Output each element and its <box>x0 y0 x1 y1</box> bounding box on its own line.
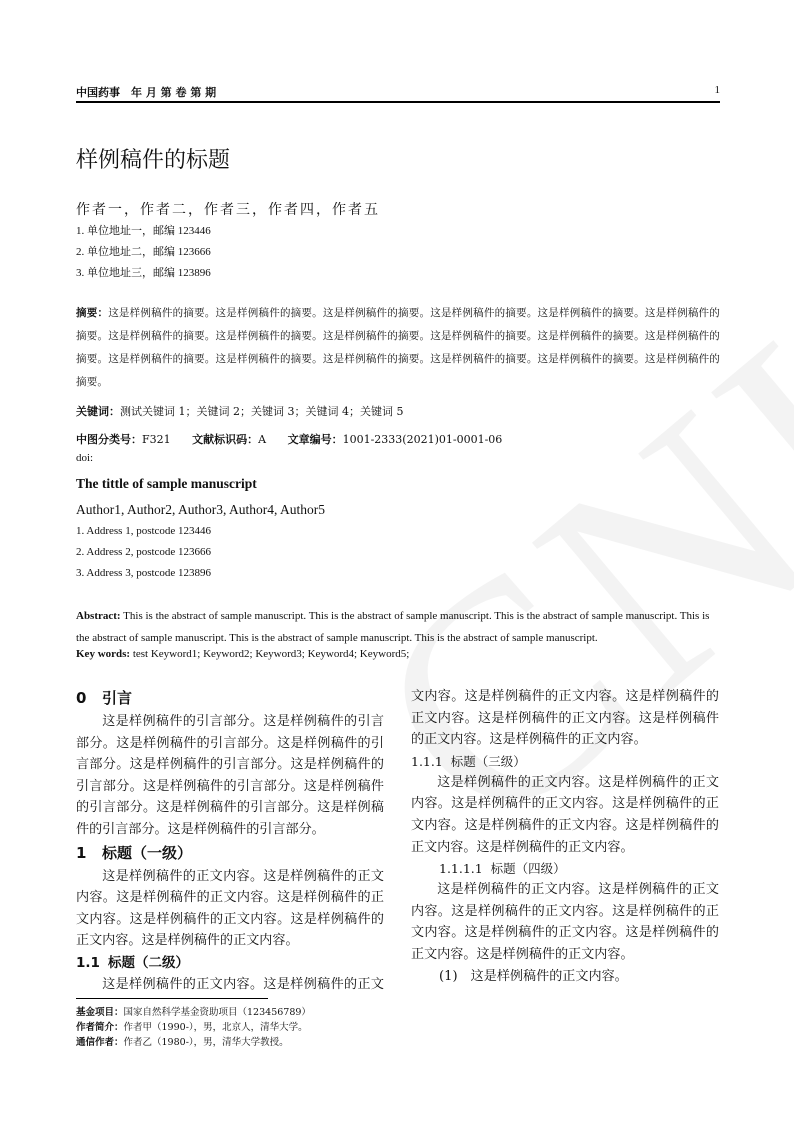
list-item: (1) 这是样例稿件的正文内容。 <box>439 968 628 984</box>
keywords-label: 关键词： <box>76 405 120 418</box>
english-abstract-text: This is the abstract of sample manuscript. This is the abstract of sample manuscript. This is the abstract of sample manuscript. This is the abstract of sample manuscript. This is the abstract of sample manuscript. This is the abstract of sample manuscript. <box>76 610 710 644</box>
english-address-line: 3. Address 3, postcode 123896 <box>76 567 212 579</box>
address-line: 3. 单位地址三，邮编 123896 <box>76 267 211 279</box>
paper-title: 样例稿件的标题 <box>76 148 231 173</box>
body-paragraph: 这是样例稿件的引言部分。这是样例稿件的引言部分。这是样例稿件的引言部分。这是样例稿件的引言部分。这是样例稿件的引言部分。这是样例稿件的引言部分。这是样例稿件的引言部分。这是样例稿件的引言部分。这是样例稿件的引言部分。这是样例稿件的引言部分。这是样例稿件的引言部分。 <box>76 714 384 837</box>
article-no-label: 文章编号： <box>287 433 343 446</box>
abstract-label: 摘要： <box>76 307 109 319</box>
subsection-number: 1.1 <box>76 954 100 971</box>
page-number: 1 <box>714 84 720 96</box>
english-abstract <box>76 605 720 649</box>
subsection-heading <box>76 952 384 974</box>
journal-name: 中国药事 年 月 第 卷 第 期 <box>76 86 217 99</box>
body-paragraph: 这是样例稿件的正文内容。这是样例稿件的正文 <box>102 976 384 992</box>
abstract-cn <box>76 302 720 394</box>
header-rule <box>76 101 720 103</box>
english-keywords-text: test Keyword1; Keyword2; Keyword3; Keyword4; Keyword5; <box>132 648 410 660</box>
subsection-title: 标题（二级） <box>108 954 189 971</box>
doc-code-value: A <box>258 433 267 446</box>
doc-code-label: 文献标识码： <box>192 433 259 446</box>
running-header <box>76 84 720 100</box>
section-number: 1 <box>76 843 87 862</box>
keywords-text: 测试关键词 1；关键词 2；关键词 3；关键词 4；关键词 5 <box>120 405 404 418</box>
footnote-label: 作者简介： <box>76 1022 124 1033</box>
footnote-correspondence <box>76 1034 289 1048</box>
english-keywords-label: Key words: <box>76 648 131 660</box>
english-address-line: 2. Address 2, postcode 123666 <box>76 546 212 558</box>
english-title: The tittle of sample manuscript <box>76 476 257 491</box>
section-number: 0 <box>76 689 87 707</box>
english-abstract-label: Abstract: <box>76 610 121 622</box>
keywords-cn <box>76 403 403 419</box>
clc-label: 中图分类号： <box>76 433 142 446</box>
abstract-text: 这是样例稿件的摘要。这是样例稿件的摘要。这是样例稿件的摘要。这是样例稿件的摘要。这是样例稿件的摘要。这是样例稿件的摘要。这是样例稿件的摘要。这是样例稿件的摘要。这是样例稿件的摘要。这是样例稿件的摘要。这是样例稿件的摘要。这是样例稿件的摘要。这是样例稿件的摘要。这是样例稿件的摘要。这是样例稿件的摘要。这是样例稿件的摘要。这是样例稿件的摘要。这是样例稿件的摘要。 <box>76 307 720 388</box>
address-line: 2. 单位地址二，邮编 123666 <box>76 246 211 258</box>
body-paragraph: 这是样例稿件的正文内容。这是样例稿件的正文内容。这是样例稿件的正文内容。这是样例稿件的正文内容。这是样例稿件的正文内容。这是样例稿件的正文内容。这是样例稿件的正文内容。 <box>76 868 384 949</box>
footnote-label: 通信作者： <box>76 1037 124 1048</box>
classification-line <box>76 431 502 447</box>
footnote-text: 国家自然科学基金资助项目（123456789） <box>123 1007 311 1018</box>
subsubsection-heading: 1.1.1 标题（三级） <box>411 753 526 769</box>
body-paragraph-continued: 文内容。这是样例稿件的正文内容。这是样例稿件的正文内容。这是样例稿件的正文内容。这是样例稿件的正文内容。这是样例稿件的正文内容。 <box>411 689 719 748</box>
footnote-funding <box>76 1004 311 1018</box>
level4-heading: 1.1.1.1 标题（四级） <box>439 861 566 877</box>
english-address-line: 1. Address 1, postcode 123446 <box>76 525 212 537</box>
article-no-value: 1001-2333(2021)01-0001-06 <box>342 433 503 446</box>
footnote-text: 作者乙（1980-），男，清华大学教授。 <box>123 1037 289 1048</box>
english-authors: Author1, Author2, Author3, Author4, Author5 <box>76 502 325 517</box>
body-paragraph: 这是样例稿件的正文内容。这是样例稿件的正文内容。这是样例稿件的正文内容。这是样例稿件的正文内容。这是样例稿件的正文内容。这是样例稿件的正文内容。这是样例稿件的正文内容。 <box>411 774 719 855</box>
footnote-label: 基金项目： <box>76 1007 124 1018</box>
body-column-left <box>76 686 384 996</box>
author-list: 作者一，作者二，作者三，作者四，作者五 <box>76 202 380 218</box>
body-paragraph: 这是样例稿件的正文内容。这是样例稿件的正文内容。这是样例稿件的正文内容。这是样例稿件的正文内容。这是样例稿件的正文内容。这是样例稿件的正文内容。这是样例稿件的正文内容。 <box>411 882 719 962</box>
footnote-rule <box>76 998 268 999</box>
clc-value: F321 <box>142 433 171 446</box>
doi: doi: <box>76 452 94 464</box>
address-line: 1. 单位地址一，邮编 123446 <box>76 225 211 237</box>
section-title: 标题（一级） <box>102 843 193 862</box>
footnote-author-bio <box>76 1019 308 1033</box>
english-keywords <box>76 648 409 660</box>
section-heading <box>76 686 384 711</box>
body-column-right <box>411 686 719 987</box>
footnote-text: 作者甲（1990-），男，北京人，清华大学。 <box>123 1022 308 1033</box>
section-heading <box>76 841 384 866</box>
section-title: 引言 <box>102 689 133 707</box>
